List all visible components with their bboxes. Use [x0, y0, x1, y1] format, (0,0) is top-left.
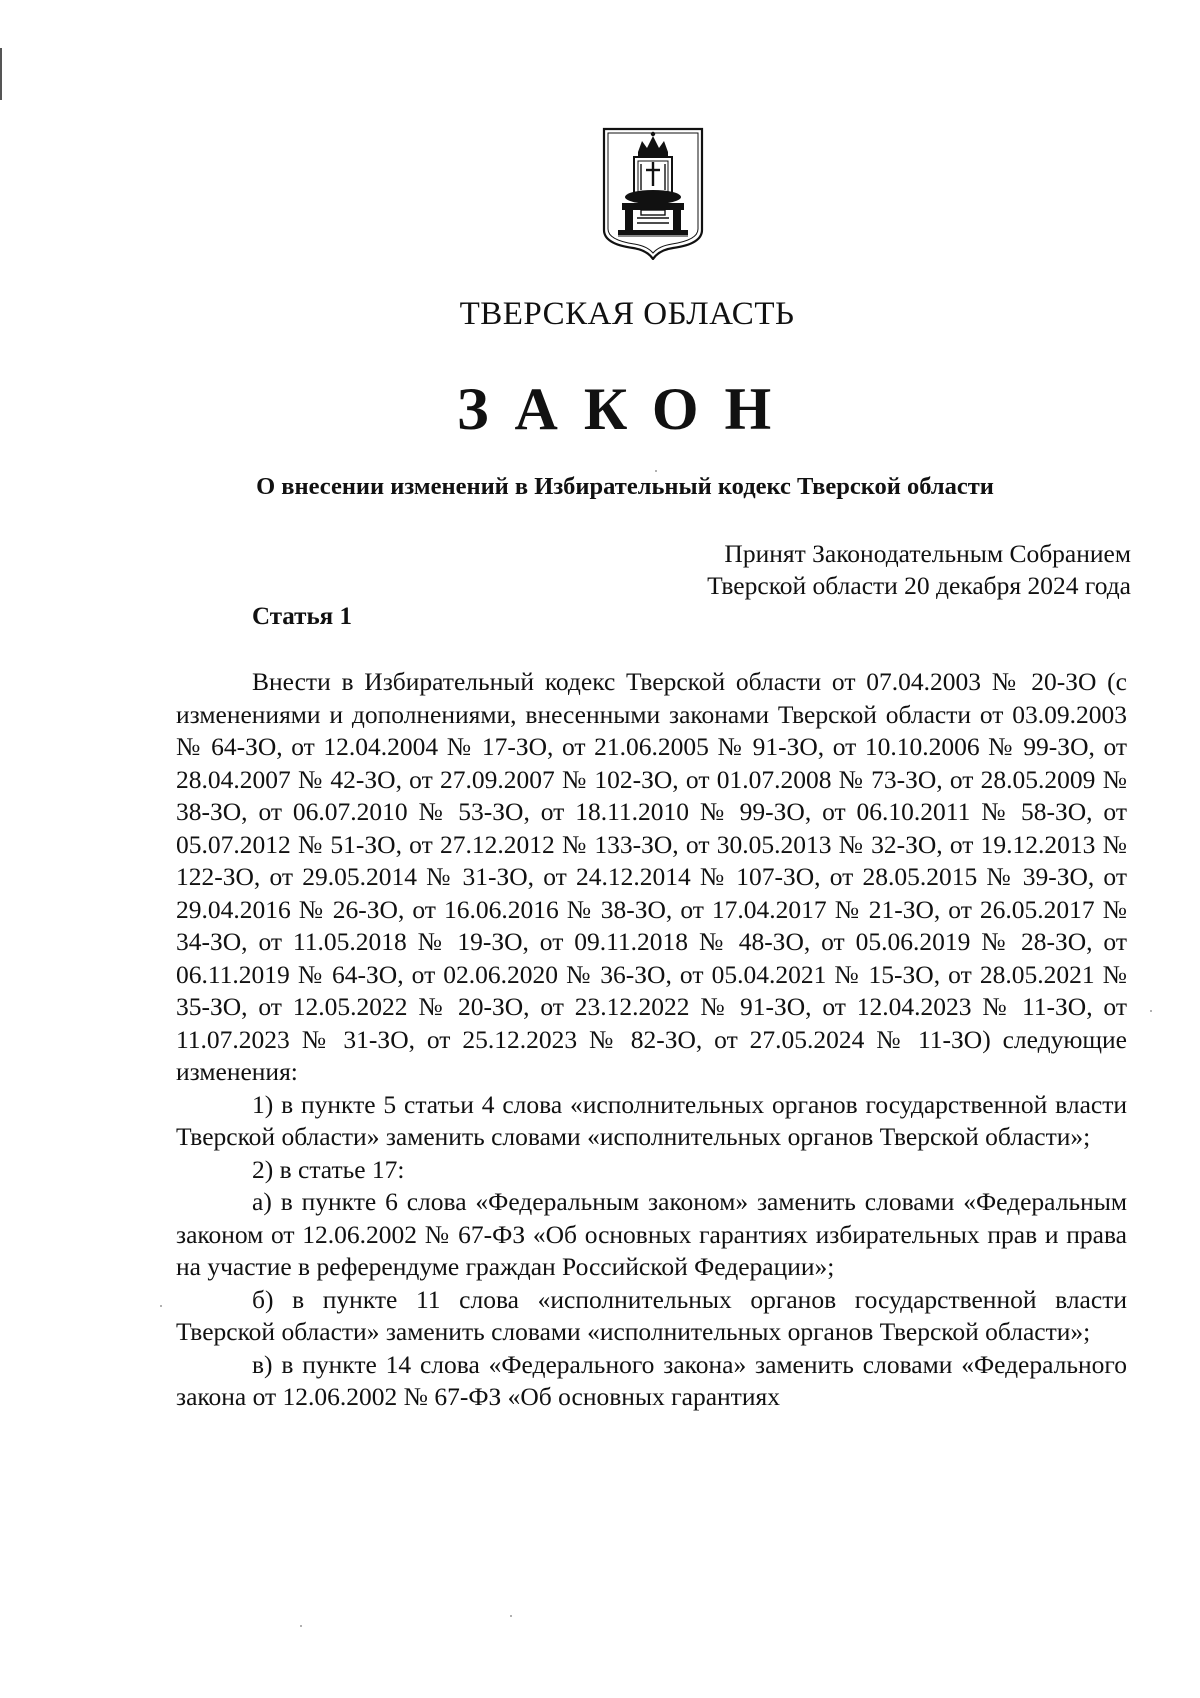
scan-speck — [655, 470, 657, 472]
scan-speck — [1150, 1010, 1152, 1012]
tver-coat-of-arms-icon — [601, 126, 705, 260]
law-subtitle: О внесении изменений в Избирательный кодекс Тверской области — [256, 473, 994, 500]
amendment-item: 2) в статье 17: — [252, 1154, 405, 1184]
scan-speck — [510, 1615, 512, 1617]
scan-speck — [300, 1625, 302, 1627]
article-body — [176, 666, 1127, 1414]
scan-edge-mark — [0, 48, 2, 100]
amendment-item: а) в пункте 6 слова «Федеральным законом» заменить словами «Федеральным законом от 12.06.2002 № 67-ФЗ «Об основных гарантиях избирательных прав и права на участие в референдуме граждан Российской Федерации»; — [176, 1187, 1127, 1281]
scan-speck — [160, 1305, 162, 1307]
document-type-title: ЗАКОН — [456, 376, 798, 442]
amendment-item: б) в пункте 11 слова «исполнительных органов государственной власти Тверской области» заменить словами «исполнительных органов Тверской области»; — [176, 1284, 1127, 1346]
adoption-note — [707, 538, 1131, 602]
adoption-line-1: Принят Законодательным Собранием — [724, 539, 1131, 568]
adoption-line-2: Тверской области 20 декабря 2024 года — [707, 571, 1131, 600]
region-name: ТВЕРСКАЯ ОБЛАСТЬ — [459, 296, 795, 332]
amendment-item: в) в пункте 14 слова «Федерального закона» заменить словами «Федерального закона от 12.06.2002 № 67-ФЗ «Об основных гарантиях — [176, 1349, 1127, 1411]
article-heading: Статья 1 — [252, 603, 352, 630]
amendment-item: 1) в пункте 5 статьи 4 слова «исполнительных органов государственной власти Тверской области» заменить словами «исполнительных органов Тверской области»; — [176, 1089, 1127, 1151]
article-intro-paragraph: Внести в Избирательный кодекс Тверской области от 07.04.2003 № 20-ЗО (с изменениями и дополнениями, внесенными законами Тверской области от 03.09.2003 № 64-ЗО, от 12.04.2004 № 17-ЗО, от 21.06.2005 № 91-ЗО, от 10.10.2006 № 99-ЗО, от 28.04.2007 № 42-ЗО, от 27.09.2007 № 102-ЗО, от 01.07.2008 № 73-ЗО, от 28.05.2009 № 38-ЗО, от 06.07.2010 № 53-ЗО, от 18.11.2010 № 99-ЗО, от 06.10.2011 № 58-ЗО, от 05.07.2012 № 51-ЗО, от 27.12.2012 № 133-ЗО, от 30.05.2013 № 32-ЗО, от 19.12.2013 № 122-ЗО, от 29.05.2014 № 31-ЗО, от 24.12.2014 № 107-ЗО, от 28.05.2015 № 39-ЗО, от 29.04.2016 № 26-ЗО, от 16.06.2016 № 38-ЗО, от 17.04.2017 № 21-ЗО, от 26.05.2017 № 34-ЗО, от 11.05.2018 № 19-ЗО, от 09.11.2018 № 48-ЗО, от 05.06.2019 № 28-ЗО, от 06.11.2019 № 64-ЗО, от 02.06.2020 № 36-ЗО, от 05.04.2021 № 15-ЗО, от 28.05.2021 № 35-ЗО, от 12.05.2022 № 20-ЗО, от 23.12.2022 № 91-ЗО, от 12.04.2023 № 11-ЗО, от 11.07.2023 № 31-ЗО, от 25.12.2023 № 82-ЗО, от 27.05.2024 № 11-ЗО) следующие изменения: — [176, 667, 1127, 1086]
